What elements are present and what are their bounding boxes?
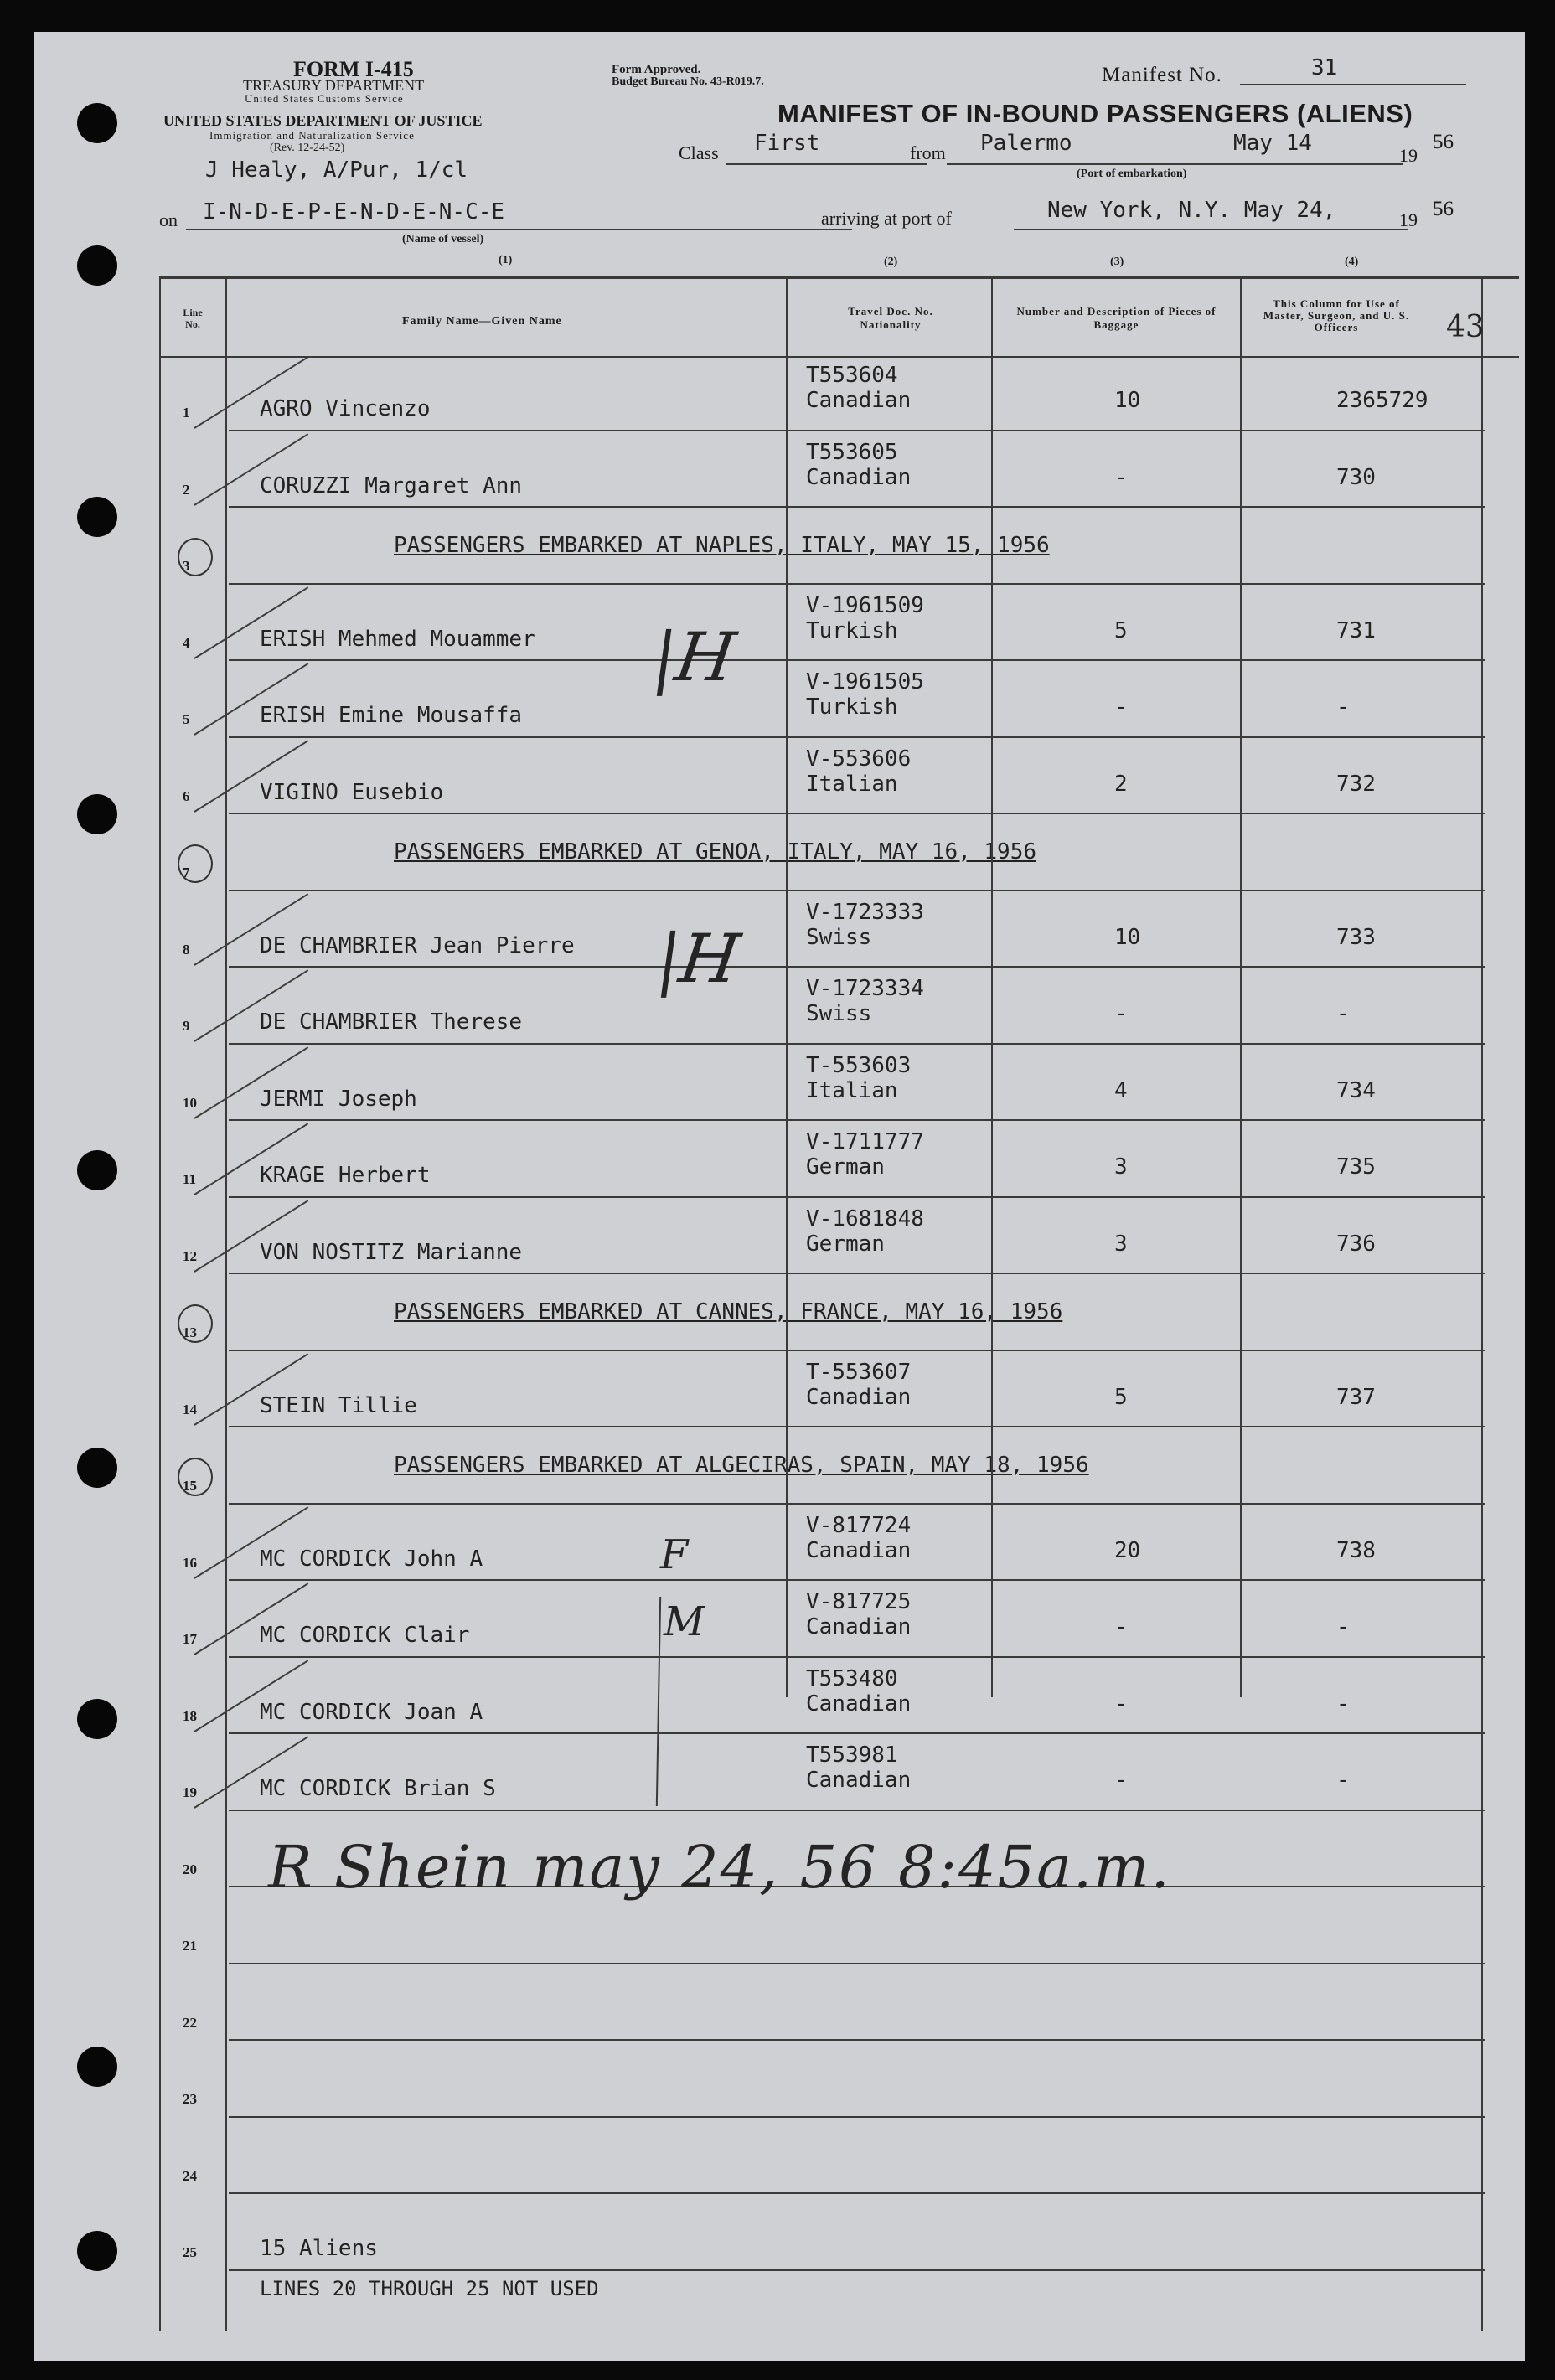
officer-number: 2365729 xyxy=(1336,388,1428,413)
col-header-officers: This Column for Use of Master, Surgeon, and U. S. Officers xyxy=(1263,297,1410,333)
nationality: Swiss xyxy=(806,924,872,950)
officer-number: 732 xyxy=(1336,771,1376,797)
row-rule xyxy=(229,583,1485,585)
passenger-name: DE CHAMBRIER Therese xyxy=(260,1009,523,1035)
passenger-name: DE CHAMBRIER Jean Pierre xyxy=(260,932,575,958)
officer-number: 730 xyxy=(1336,464,1376,490)
nationality: German xyxy=(806,1231,885,1257)
row-rule xyxy=(229,1503,1485,1505)
binder-hole xyxy=(77,794,117,834)
baggage-count: 10 xyxy=(1114,388,1141,413)
col-header-name: Family Name—Given Name xyxy=(402,315,562,328)
line-number: 8 xyxy=(183,941,190,958)
baggage-count: 5 xyxy=(1114,1384,1128,1410)
row-rule xyxy=(229,1810,1485,1811)
travel-doc-number: V-817725 xyxy=(806,1589,912,1614)
row-rule xyxy=(229,2039,1485,2041)
baggage-count: 5 xyxy=(1114,617,1128,643)
table-bag-col-border xyxy=(1240,276,1242,356)
line-number: 3 xyxy=(183,558,190,574)
row-rule xyxy=(229,1119,1485,1121)
page-number: 43 xyxy=(1446,310,1485,344)
embarkation-header: PASSENGERS EMBARKED AT ALGECIRAS, SPAIN, MAY 18, 1956 xyxy=(394,1453,1089,1478)
row-rule xyxy=(229,1579,1485,1581)
col-num-2: (2) xyxy=(884,256,898,268)
officer-number: 731 xyxy=(1336,617,1376,643)
officer-number: 733 xyxy=(1336,924,1376,950)
line-number: 14 xyxy=(183,1401,197,1417)
line-number: 18 xyxy=(183,1707,197,1724)
from-label: from xyxy=(910,142,946,163)
nationality: Canadian xyxy=(806,388,912,413)
travel-doc-number: T-553607 xyxy=(806,1359,912,1385)
line-number: 6 xyxy=(183,787,190,804)
footer-note: LINES 20 THROUGH 25 NOT USED xyxy=(260,2277,599,2300)
year-prefix-1: 19 xyxy=(1399,145,1418,166)
travel-doc-number: T553604 xyxy=(806,363,898,388)
row-rule xyxy=(229,1426,1485,1427)
col-header-doc: Travel Doc. No. Nationality xyxy=(848,305,933,331)
line-number: 2 xyxy=(183,481,190,498)
baggage-count: 4 xyxy=(1114,1077,1128,1103)
officer-number: - xyxy=(1336,1768,1350,1793)
travel-doc-number: V-1711777 xyxy=(806,1129,924,1154)
line-number: 11 xyxy=(183,1171,197,1187)
line-number: 12 xyxy=(183,1247,197,1264)
row-rule xyxy=(229,1656,1485,1658)
nationality: German xyxy=(806,1154,885,1180)
baggage-count: 3 xyxy=(1114,1154,1128,1180)
manifest-page xyxy=(34,32,1525,2361)
officer-number: - xyxy=(1336,1614,1350,1639)
manifest-no-label: Manifest No. xyxy=(1102,64,1222,86)
line-number: 17 xyxy=(183,1631,197,1647)
line-number: 25 xyxy=(183,2244,197,2260)
travel-doc-number: T553981 xyxy=(806,1742,898,1768)
line-number: 15 xyxy=(183,1478,197,1494)
from-port: Palermo xyxy=(980,131,1072,156)
passenger-name: ERISH Emine Mousaffa xyxy=(260,703,523,728)
h-mark-2: |H xyxy=(652,920,745,998)
embarkation-header: PASSENGERS EMBARKED AT CANNES, FRANCE, MAY 16, 1956 xyxy=(394,1299,1063,1324)
arriving-label: arriving at port of xyxy=(821,208,952,229)
binder-hole xyxy=(77,103,117,143)
embarkation-header: PASSENGERS EMBARKED AT GENOA, ITALY, MAY 16, 1956 xyxy=(394,839,1037,865)
col-header-baggage: Number and Description of Pieces of Baggage xyxy=(1016,305,1217,331)
row-rule xyxy=(229,1963,1485,1964)
customs-service: United States Customs Service xyxy=(245,92,404,105)
nationality: Italian xyxy=(806,1077,898,1103)
passenger-name: MC CORDICK Brian S xyxy=(260,1776,496,1801)
year-2: 56 xyxy=(1433,198,1454,220)
on-label: on xyxy=(159,209,178,230)
arriving-port: New York, N.Y. May 24, xyxy=(1047,198,1336,223)
circled-number xyxy=(178,1304,213,1343)
vessel-name: I-N-D-E-P-E-N-D-E-N-C-E xyxy=(203,199,505,225)
nationality: Canadian xyxy=(806,1691,912,1717)
passenger-name: STEIN Tillie xyxy=(260,1392,417,1418)
row-rule xyxy=(229,1273,1485,1274)
line-number: 5 xyxy=(183,711,190,727)
table-top-border xyxy=(159,276,1519,279)
from-date: May 14 xyxy=(1233,131,1312,156)
table-name-col-border xyxy=(786,276,788,356)
budget-bureau: Budget Bureau No. 43-R019.7. xyxy=(612,75,764,88)
binder-hole xyxy=(77,1699,117,1739)
form-number: FORM I-415 xyxy=(293,57,414,81)
binder-hole xyxy=(77,1448,117,1488)
binder-hole xyxy=(77,1150,117,1190)
baggage-count: 20 xyxy=(1114,1537,1141,1563)
passenger-name: VIGINO Eusebio xyxy=(260,779,444,805)
class-underline xyxy=(726,163,927,165)
officer-number: 736 xyxy=(1336,1231,1376,1257)
line-number: 16 xyxy=(183,1554,197,1571)
h-mark-1: |H xyxy=(648,618,741,696)
table-left-border xyxy=(159,276,161,2331)
embarkation-header: PASSENGERS EMBARKED AT NAPLES, ITALY, MAY 15, 1956 xyxy=(394,533,1050,558)
passenger-name: 15 Aliens xyxy=(260,2236,378,2261)
passenger-name: VON NOSTITZ Marianne xyxy=(260,1239,523,1265)
baggage-count: 3 xyxy=(1114,1231,1128,1257)
passenger-name: KRAGE Herbert xyxy=(260,1163,431,1188)
travel-doc-number: T553605 xyxy=(806,439,898,465)
passenger-name: MC CORDICK Clair xyxy=(260,1623,470,1648)
ins-service: Immigration and Naturalization Service xyxy=(209,129,415,142)
officer-number: - xyxy=(1336,1691,1350,1717)
filer-line: J Healy, A/Pur, 1/cl xyxy=(205,157,468,183)
treasury-dept: TREASURY DEPARTMENT xyxy=(243,77,425,94)
vessel-underline xyxy=(186,229,852,230)
manifest-number: 31 xyxy=(1311,55,1338,80)
row-rule xyxy=(229,1732,1485,1734)
travel-doc-number: V-1723333 xyxy=(806,899,924,925)
baggage-count: - xyxy=(1114,694,1128,720)
form-revision: (Rev. 12-24-52) xyxy=(270,142,345,154)
line-number: 20 xyxy=(183,1861,197,1877)
table-header-bottom xyxy=(159,356,1519,358)
f-mark: F xyxy=(660,1531,689,1578)
officer-number: 734 xyxy=(1336,1077,1376,1103)
nationality: Italian xyxy=(806,771,898,797)
travel-doc-number: V-1723334 xyxy=(806,976,924,1001)
row-rule xyxy=(229,813,1485,814)
m-mark: M xyxy=(664,1598,705,1645)
officer-number: 737 xyxy=(1336,1384,1376,1410)
row-rule xyxy=(229,2192,1485,2194)
row-rule xyxy=(229,2116,1485,2118)
justice-dept: UNITED STATES DEPARTMENT OF JUSTICE xyxy=(163,112,483,129)
baggage-count: - xyxy=(1114,1001,1128,1026)
baggage-count: - xyxy=(1114,1614,1128,1639)
row-rule xyxy=(229,1043,1485,1045)
vessel-caption: (Name of vessel) xyxy=(402,233,484,245)
line-number: 10 xyxy=(183,1094,197,1111)
baggage-count: 10 xyxy=(1114,924,1141,950)
row-rule xyxy=(229,430,1485,431)
nationality: Canadian xyxy=(806,1537,912,1563)
row-rule xyxy=(229,659,1485,661)
col-num-3: (3) xyxy=(1110,256,1124,268)
travel-doc-number: V-1681848 xyxy=(806,1205,924,1231)
baggage-count: - xyxy=(1114,1768,1128,1793)
nationality: Canadian xyxy=(806,1384,912,1410)
line-number: 23 xyxy=(183,2091,197,2107)
bracket-line xyxy=(656,1597,661,1806)
row-rule xyxy=(229,1350,1485,1351)
nationality: Swiss xyxy=(806,1001,872,1026)
row-rule xyxy=(229,890,1485,891)
travel-doc-number: T553480 xyxy=(806,1665,898,1691)
table-right-border xyxy=(1481,276,1483,2331)
baggage-count: 2 xyxy=(1114,771,1128,797)
passenger-name: AGRO Vincenzo xyxy=(260,396,431,421)
manifest-no-underline xyxy=(1240,84,1466,85)
passenger-name: CORUZZI Margaret Ann xyxy=(260,472,523,498)
binder-hole xyxy=(77,2047,117,2087)
baggage-count: - xyxy=(1114,464,1128,490)
nationality: Turkish xyxy=(806,694,898,720)
line-number: 22 xyxy=(183,2014,197,2031)
class-label: Class xyxy=(679,142,719,163)
circled-number xyxy=(178,538,213,576)
officer-number: 735 xyxy=(1336,1154,1376,1180)
class-value: First xyxy=(754,131,820,156)
nationality: Canadian xyxy=(806,464,912,490)
form-approved: Form Approved. xyxy=(612,63,701,76)
passenger-name: MC CORDICK John A xyxy=(260,1546,483,1572)
manifest-title: MANIFEST OF IN-BOUND PASSENGERS (ALIENS) xyxy=(778,99,1413,128)
nationality: Canadian xyxy=(806,1768,912,1793)
name-col-rule xyxy=(786,356,788,1697)
row-rule xyxy=(229,506,1485,508)
port-caption: (Port of embarkation) xyxy=(1077,168,1187,180)
officer-number: 738 xyxy=(1336,1537,1376,1563)
baggage-count: - xyxy=(1114,1691,1128,1717)
line-number: 24 xyxy=(183,2167,197,2184)
passenger-name: MC CORDICK Joan A xyxy=(260,1699,483,1725)
travel-doc-number: V-1961509 xyxy=(806,592,924,618)
line-number: 4 xyxy=(183,634,190,651)
binder-hole xyxy=(77,245,117,286)
arriving-underline xyxy=(1014,229,1408,230)
from-underline xyxy=(947,163,1403,165)
circled-number xyxy=(178,1458,213,1496)
row-rule xyxy=(229,1196,1485,1198)
travel-doc-number: V-1961505 xyxy=(806,669,924,694)
row-rule xyxy=(229,966,1485,968)
passenger-name: ERISH Mehmed Mouammer xyxy=(260,626,535,652)
line-number: 19 xyxy=(183,1784,197,1800)
officer-number: - xyxy=(1336,694,1350,720)
binder-hole xyxy=(77,497,117,537)
line-number: 13 xyxy=(183,1324,197,1340)
travel-doc-number: V-817724 xyxy=(806,1512,912,1538)
nationality: Canadian xyxy=(806,1614,912,1639)
row-rule xyxy=(229,736,1485,738)
line-number: 21 xyxy=(183,1938,197,1954)
year-1: 56 xyxy=(1433,131,1454,153)
travel-doc-number: V-553606 xyxy=(806,746,912,772)
table-doc-col-border xyxy=(991,276,993,356)
binder-hole xyxy=(77,2231,117,2271)
col-num-1: (1) xyxy=(499,254,513,266)
nationality: Turkish xyxy=(806,617,898,643)
officer-number: - xyxy=(1336,1001,1350,1026)
table-line-col-border xyxy=(225,276,227,2331)
doc-col-rule xyxy=(991,356,993,1697)
signature: R Shein may 24, 56 8:45a.m. xyxy=(268,1833,1171,1902)
circled-number xyxy=(178,844,213,883)
line-number: 7 xyxy=(183,865,190,880)
passenger-name: JERMI Joseph xyxy=(260,1086,417,1112)
row-rule xyxy=(229,2269,1485,2271)
line-number: 9 xyxy=(183,1018,190,1034)
line-number: 1 xyxy=(183,405,190,421)
col-num-4: (4) xyxy=(1345,256,1359,268)
col-header-line: Line No. xyxy=(183,307,203,330)
travel-doc-number: T-553603 xyxy=(806,1052,912,1078)
bag-col-rule xyxy=(1240,356,1242,1697)
year-prefix-2: 19 xyxy=(1399,209,1418,230)
